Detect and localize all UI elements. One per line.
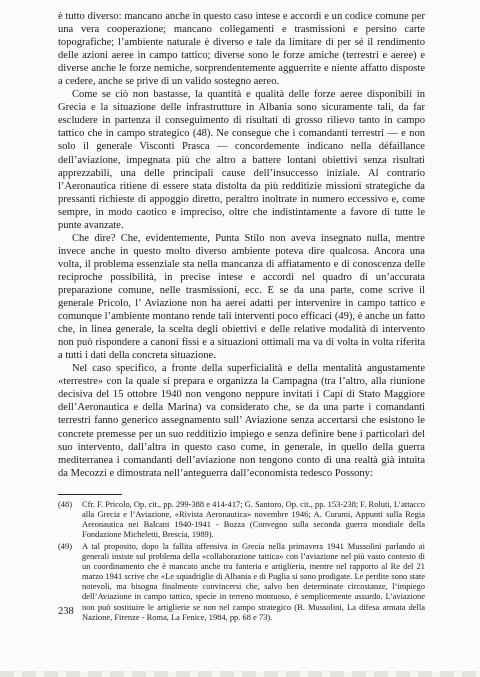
footnote-number: (49) bbox=[58, 540, 73, 551]
footnote-text: Cfr. F. Pricolo, Op. cit., pp. 299-388 e 414-417; G. Santoro, Op. cit., pp. 153-238; F. Roluti, L’attacco alla Grecia e l’Aviazione, «Rivista Aeronautica» novembre 1946; A. Curami, Appunti sulla Regia Aeronautica nei Balcani 1940-1941 - Bozza (Convegno sulla seconda guerra mondiale della Fondazione Micheletti, Brescia, 1989). bbox=[82, 499, 425, 540]
footnote-49 bbox=[58, 541, 425, 622]
paragraph-1: è tutto diverso: mancano anche in questo caso intese e accordi e un codice comune per una vera cooperazione; mancano collegamenti e trasmissioni e persino carte topografiche; l’ambiente naturale è diverso e tale da limitare di per sé il rendimento delle azioni aeree in campo tattico; diverse sono le forze amiche (terrestri e aeree) e diverse anche le forze nemiche, sorprendentemente agguerrite e niente affatto disposte a cedere, anche se prive di un valido sostegno aereo. bbox=[58, 11, 425, 88]
footnote-separator bbox=[58, 494, 122, 495]
paragraph-2: Come se ciò non bastasse, la quantità e qualità delle forze aeree disponibili in Grecia e la situazione delle infrastrutture in Albania sono sicuramente tali, da far escludere in partenza il conseguimento di risultati di grosso rilievo tanto in campo tattico che in campo strategico (48). Ne consegue che i comandanti terrestri — e non solo il generale Visconti Prasca — concordemente indicano nella défaillance dell’aviazione, impegnata più che altro a battere lontani obiettivi senza risultati apprezzabili, una delle principali cause dell’insuccesso iniziale. Al contrario l’Aeronautica ritiene di essere stata distolta da più redditizie missioni strategiche da pressanti richieste di appoggio diretto, peraltro inoltrate in numero eccessivo e, come sempre, in modo caotico e impreciso, oltre che indistintamente a favore di tutte le punte avanzate. bbox=[58, 89, 425, 231]
footnote-48 bbox=[58, 499, 425, 540]
footnote-number: (48) bbox=[58, 499, 73, 509]
footnote-text: A tal proposito, dopo la fallita offensiva in Grecia nella primavera 1941 Mussolini parlando ai generali insiste sul problema della «collaborazione tattica» con l’aviazione nel più vasto contesto di un coordinamento che è mancato anche tra fanteria e artiglieria, mentre nel rapporto al Re del 21 marzo 1941 scrive che «Le squadriglie di Albania e di Puglia si sono prodigate. Le perdite sono state notevoli, ma bisogna finalmente convincersi che, salvo ben determinate circostanze, l’impiego dell’Aviazione in campo tattico, specie in terreno montuoso, è semplicemente assurdo. L’aviazione non può sostituire le artiglierie se non nel campo strategico (B. Mussolini, La difesa armata della Nazione, Firenze - Roma, La Fenice, 1984, pp. 68 e 73). bbox=[82, 540, 425, 622]
page-number: 238 bbox=[58, 606, 74, 617]
paragraph-4: Nel caso specifico, a fronte della superficialità e della mentalità angustamente «terrestre» con la quale si prepara e organizza la Campagna (tra l’altro, alla riunione decisiva del 15 ottobre 1940 non vengono neppure invitati i Capi di Stato Maggiore dell’Aeronautica e della Marina) va considerato che, se da una parte i comandanti terrestri fanno generico assegnamento sull’ Aviazione senza accertarsi che esistono le concrete premesse per un suo redditizio impiego e senza definire bene i particolari del suo intervento, dall’altra in questo caso come, in generale, in quello della guerra mediterranea i comandanti dell’aviazione non tengono conto di una realtà già intuita da Mecozzi e dimostrata nell’anteguerra dall’economista tedesco Possony: bbox=[58, 363, 425, 479]
body-text bbox=[58, 10, 425, 480]
scan-edge bbox=[0, 671, 480, 677]
footnotes bbox=[58, 499, 425, 623]
paragraph-3: Che dire? Che, evidentemente, Punta Stilo non aveva insegnato nulla, mentre invece anche in questo molto diverso ambiente poteva dire qualcosa. Ancora una volta, il problema essenziale sta nella mancanza di affiatamento e di conoscenza delle reciproche possibilità, in precise intese e accordi nel quadro di un’accurata preparazione comune, nelle trasmissioni, ecc. E se da una parte, come scrive il generale Pricolo, l’ Aviazione non ha aerei adatti per intervenire in campo tattico e comunque l’ambiente montano rende tali interventi poco efficaci (49), è anche un fatto che, in linea generale, la scelta degli obiettivi e delle relative modalità di intervento non può rispondere a canoni fissi e a situazioni ottimali ma va di volta in volta riferita a tutti i dati della concreta situazione. bbox=[58, 232, 425, 362]
